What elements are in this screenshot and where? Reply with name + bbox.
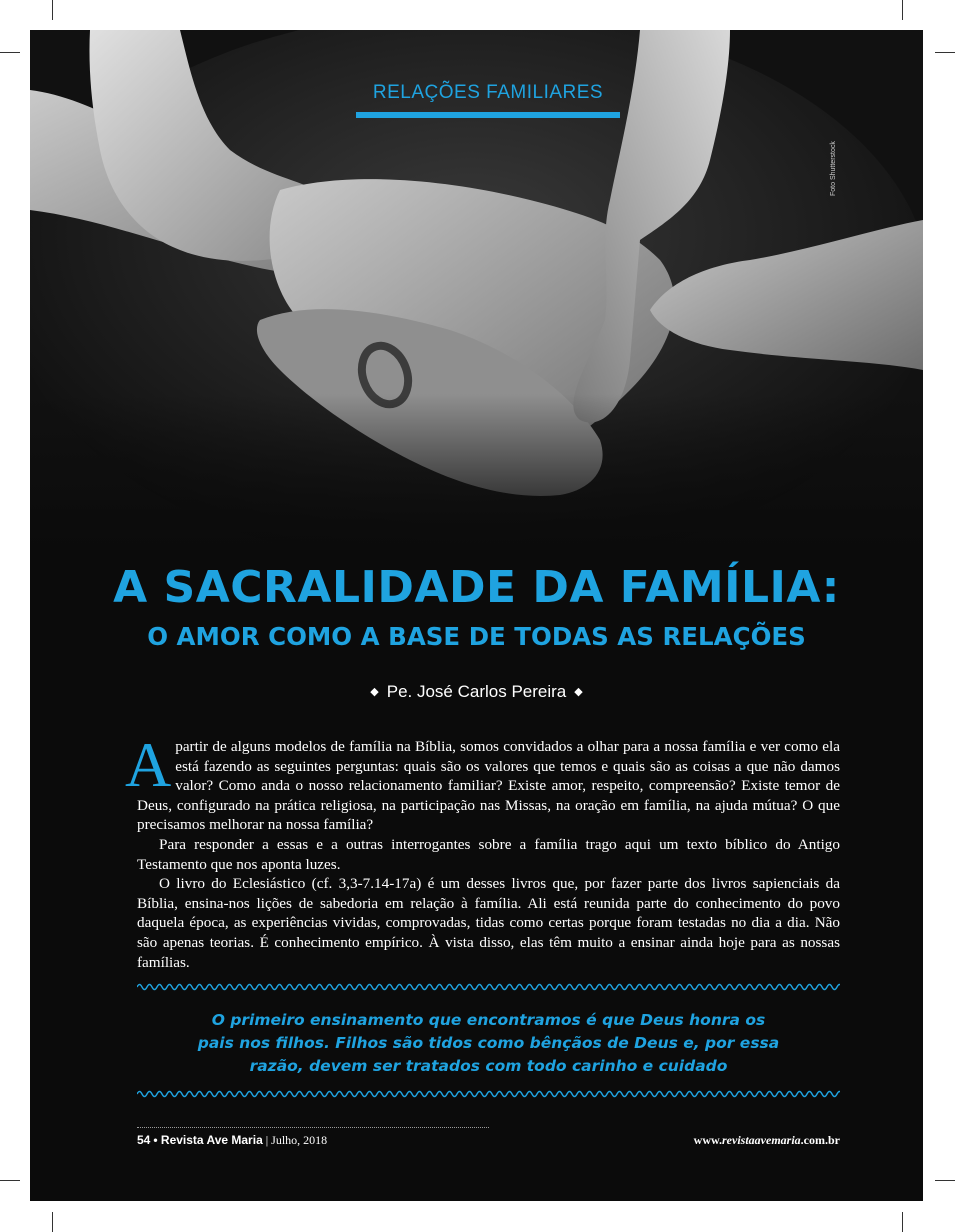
pull-quote [190,1009,787,1078]
diamond-icon: ◆ [370,686,379,698]
crop-mark [935,52,955,53]
paragraph: O livro do Eclesiástico (cf. 3,3-7.14-17a) é um desses livros que, por fazer parte dos livros sapienciais da Bíblia, ensina-nos lições de sabedoria em relação à família. Ali está reunida parte do conhecimento do povo daquela época, as experiências vividas, comprovadas, tidas como certas porque foram testadas no dia a dia. Não são apenas teorias. É conhecimento empírico. À vista disso, elas têm muito a ensinar ainda hoje para as nossas famílias. [137,875,840,971]
page-number: 54 [137,1133,151,1147]
drop-cap: A [125,729,172,800]
footer-folio: 54 • Revista Ave Maria | Julho, 2018 [137,1133,328,1147]
website-link[interactable]: www.revistaavemaria.com.br [693,1133,840,1147]
magazine-name: Revista Ave Maria [160,1133,263,1147]
paragraph-text: partir de alguns modelos de família na Bíblia, somos convidados a olhar para a nossa família e ver como ela está fazendo as seguintes perguntas: quais são os valores que temos e quais são as coisas a que não damos valor? Como anda o nosso relacionamento familiar? Existe amor, respeito, compreensão? Existe temor de Deus, configurado na prática religiosa, na participação nas Missas, na oração em família, na ajuda mútua? O que precisamos melhorar na nossa família? [137,738,840,834]
section-tag: RELAÇÕES FAMILIARES [372,82,604,103]
photo-credit: Foto Shutterstock [830,141,837,196]
article-body [125,729,840,972]
diamond-icon: ◆ [574,686,583,698]
hands-photo [30,30,923,550]
author-byline [30,682,923,702]
crop-mark [935,1180,955,1181]
article-subtitle: O AMOR COMO A BASE DE TODAS AS RELAÇÕES [147,622,806,651]
section-underline [356,112,620,118]
magazine-page [30,30,923,1201]
pull-quote-line: pais nos filhos. Filhos são tidos como bênçãos de Deus e, por essa [197,1034,780,1052]
author-name: Pe. José Carlos Pereira [386,682,567,701]
hands-illustration [30,30,923,550]
crop-mark [52,0,53,20]
pull-quote-line: O primeiro ensinamento que encontramos é que Deus honra os [211,1011,766,1029]
wave-divider-top [137,982,840,992]
pull-quote-line: razão, devem ser tratados com todo carinho e cuidado [249,1057,728,1075]
crop-mark [0,52,20,53]
paragraph: Para responder a essas e a outras interrogantes sobre a família trago aqui um texto bíblico do Antigo Testamento que nos aponta luzes. [137,835,840,873]
article-title: A SACRALIDADE DA FAMÍLIA: [113,562,840,613]
wave-divider-bottom [137,1089,840,1099]
footer-rule [137,1127,489,1128]
crop-mark [902,0,903,20]
website-main: revistaavemaria [722,1133,801,1147]
crop-mark [0,1180,20,1181]
paragraph [125,729,840,835]
issue-date: Julho, 2018 [271,1133,328,1147]
crop-mark [902,1212,903,1232]
crop-mark [52,1212,53,1232]
